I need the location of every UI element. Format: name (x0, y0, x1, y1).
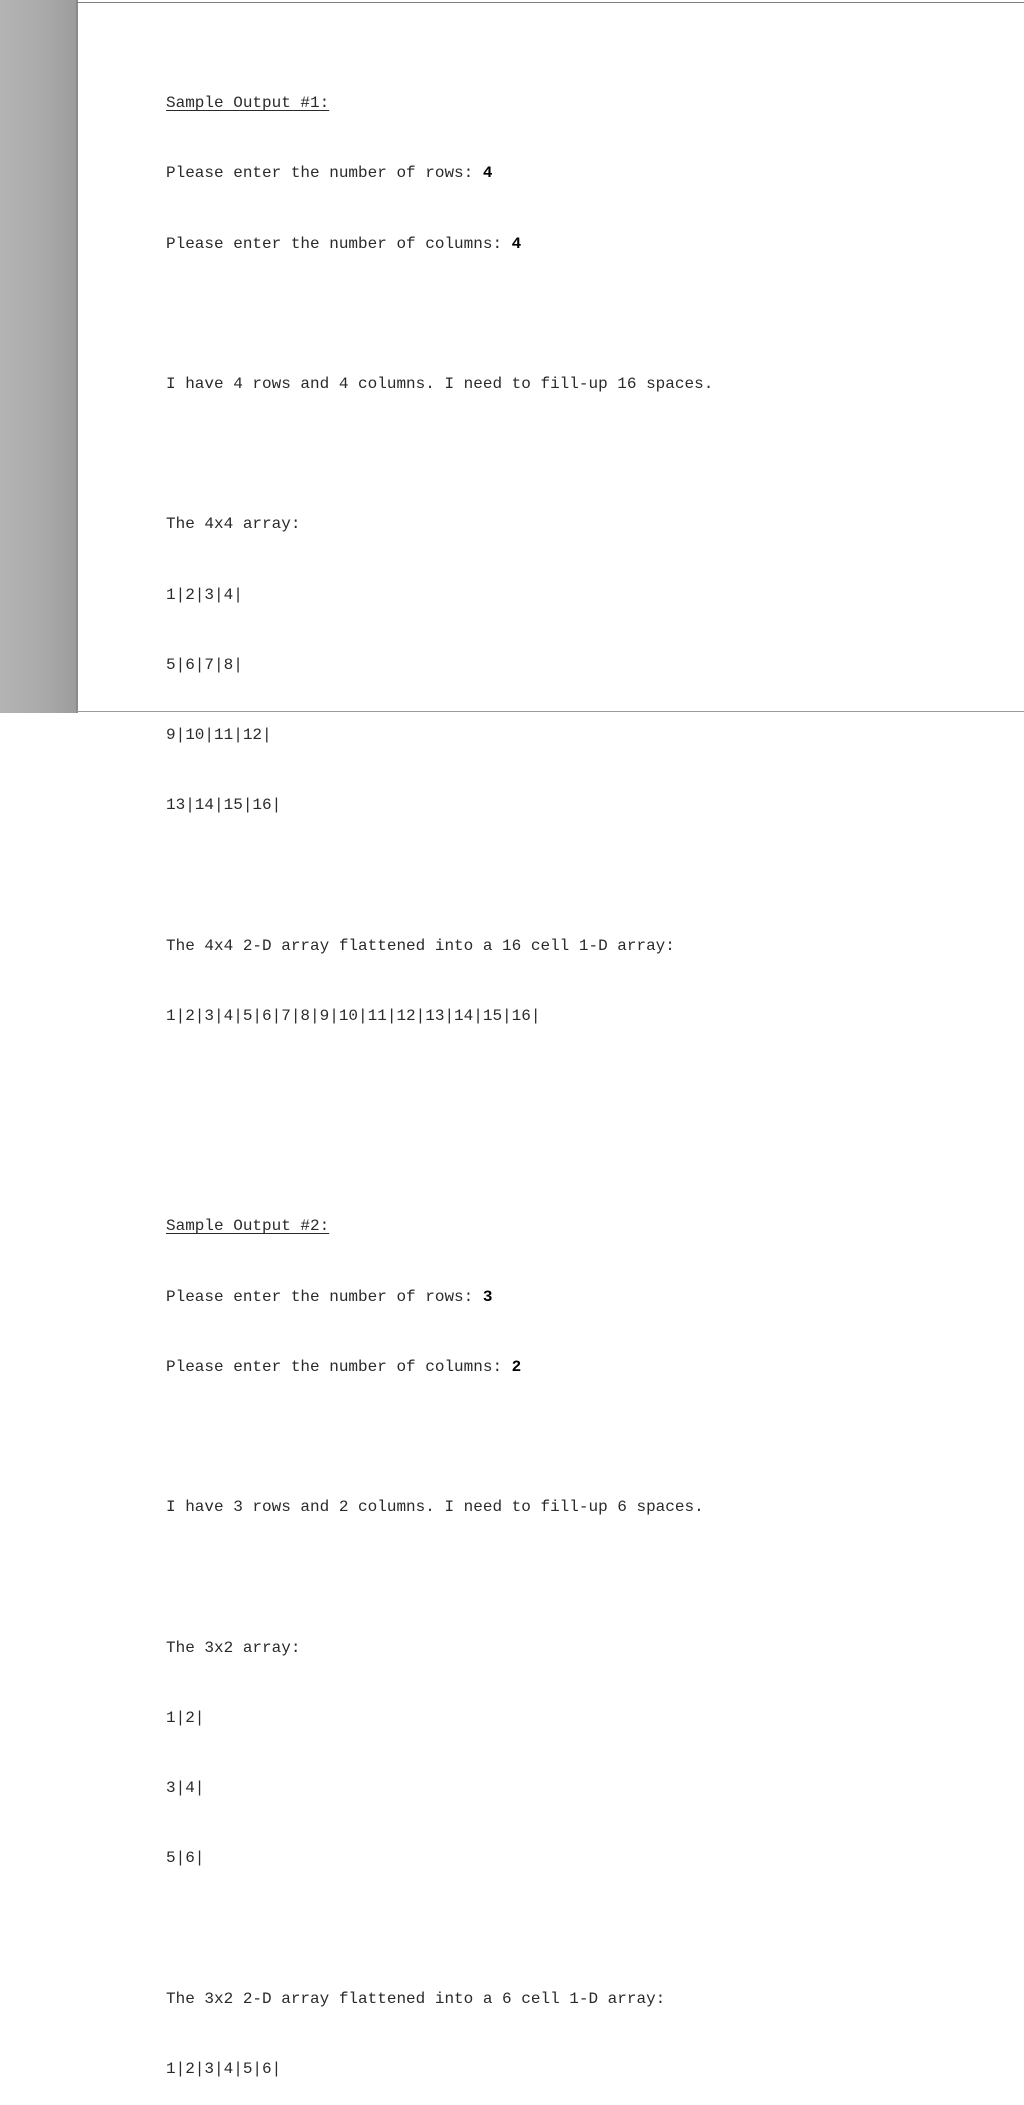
sample-heading: Sample Output #1: (166, 94, 330, 113)
page-gutter (0, 0, 77, 713)
rows-prompt: Please enter the number of rows: (166, 1287, 483, 1306)
top-border (77, 2, 1024, 3)
array-title: The 3x2 array: (166, 1638, 301, 1657)
array-title: The 4x4 array: (166, 515, 301, 534)
sample-heading: Sample Output #2: (166, 1217, 330, 1236)
array-row: 1|2|3|4| (166, 585, 243, 604)
array-row: 9|10|11|12| (166, 726, 272, 745)
cols-prompt: Please enter the number of columns: (166, 234, 512, 253)
flatten-title: The 4x4 2-D array flattened into a 16 cell 1-D array: (166, 936, 675, 955)
array-row: 1|2| (166, 1708, 205, 1727)
array-row: 13|14|15|16| (166, 796, 282, 815)
summary-line: I have 4 rows and 4 columns. I need to fill-up 16 spaces. (166, 375, 714, 394)
cols-input: 2 (511, 1357, 522, 1376)
cols-prompt: Please enter the number of columns: (166, 1357, 512, 1376)
rows-input: 4 (482, 164, 493, 183)
rows-prompt-line (166, 1286, 713, 1309)
flatten-row: 1|2|3|4|5|6| (166, 2059, 282, 2078)
flatten-title: The 3x2 2-D array flattened into a 6 cell 1-D array: (166, 1989, 666, 2008)
sample-1-block (166, 92, 713, 115)
sample-2-block (166, 1215, 713, 1238)
rows-prompt: Please enter the number of rows: (166, 164, 483, 183)
rows-prompt-line (166, 162, 713, 185)
flatten-row: 1|2|3|4|5|6|7|8|9|10|11|12|13|14|15|16| (166, 1006, 541, 1025)
summary-line: I have 3 rows and 2 columns. I need to fill-up 6 spaces. (166, 1498, 704, 1517)
cols-prompt-line (166, 1356, 713, 1379)
rows-input: 3 (482, 1287, 493, 1306)
gutter-edge (76, 0, 78, 713)
cols-input: 4 (511, 234, 522, 253)
document-body (166, 22, 713, 2105)
array-row: 3|4| (166, 1779, 205, 1798)
cols-prompt-line (166, 233, 713, 256)
array-row: 5|6| (166, 1849, 205, 1868)
array-row: 5|6|7|8| (166, 655, 243, 674)
